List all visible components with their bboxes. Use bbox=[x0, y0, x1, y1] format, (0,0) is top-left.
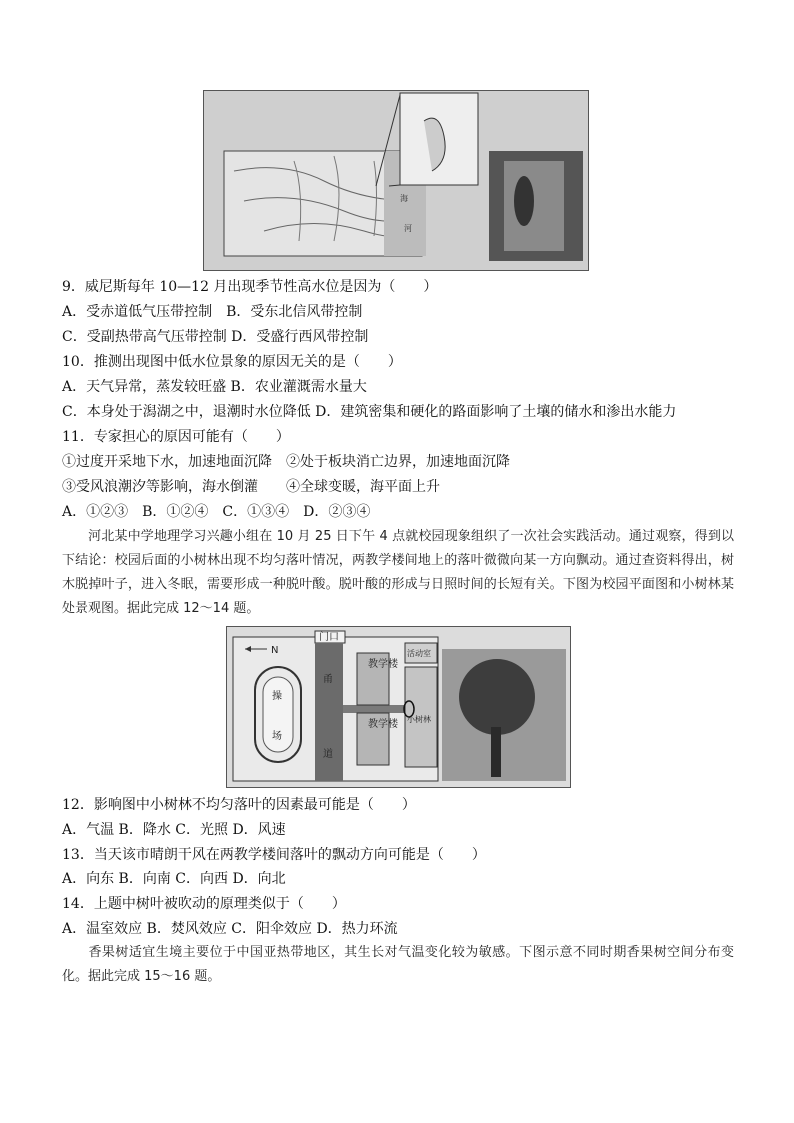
question-14-options: A．温室效应 B．焚风效应 C．阳伞效应 D．热力环流 bbox=[62, 921, 398, 937]
question-10-option-row-1: A．天气异常，蒸发较旺盛 B．农业灌溉需水量大 bbox=[62, 379, 367, 395]
plan-activity-room: 活动室 bbox=[407, 649, 431, 658]
map-label-river: 河 bbox=[404, 224, 412, 233]
plan-gate-label: 门口 bbox=[319, 632, 339, 643]
passage-15-16-text: 香果树适宜生境主要位于中国亚热带地区，其生长对气温变化较为敏感。下图示意不同时期香果树空间分布变化。据此完成 15～16 题。 bbox=[62, 945, 734, 984]
question-11-choices: A．①②③ B．①②④ C．①③④ D．②③④ bbox=[62, 504, 371, 520]
question-12-stem: 12．影响图中小树林不均匀落叶的因素最可能是（ ） bbox=[62, 797, 416, 813]
question-12-options: A．气温 B．降水 C．光照 D．风速 bbox=[62, 822, 286, 838]
plan-building-1-text: 教学楼 bbox=[368, 659, 398, 670]
campus-plan-drawing bbox=[227, 627, 570, 787]
map-drawing bbox=[204, 91, 588, 270]
passage-12-14-text: 河北某中学地理学习兴趣小组在 10 月 25 日下午 4 点就校园现象组织了一次社会实践活动。通过观察，得到以下结论：校园后面的小树林出现不均匀落叶情况，两教学楼间地上的落叶微微向某一方向飘动。通过查资料得出，树木脱掉叶子，进入冬眠，需要形成一种脱叶酸。脱叶酸的形成与日照时间的长短有关。下图为校园平面图和小树林某处景观图。据此完成 12～14 题。 bbox=[62, 529, 734, 616]
plan-playground-top: 操 bbox=[272, 691, 282, 702]
plan-north-label: N bbox=[271, 645, 279, 656]
plan-building-2-text: 教学楼 bbox=[368, 719, 398, 730]
plan-road-bottom: 道 bbox=[323, 749, 333, 760]
plan-building-2 bbox=[368, 717, 399, 730]
question-10-option-row-2: C．本身处于潟湖之中，退潮时水位降低 D．建筑密集和硬化的路面影响了土壤的储水和渗出水能力 bbox=[62, 404, 677, 420]
passage-15-16 bbox=[62, 941, 734, 989]
question-9-stem: 9．威尼斯每年 10—12 月出现季节性高水位是因为（ ） bbox=[62, 279, 438, 295]
passage-12-14 bbox=[62, 525, 734, 621]
question-14-stem: 14．上题中树叶被吹动的原理类似于（ ） bbox=[62, 896, 346, 912]
question-13-options: A．向东 B．向南 C．向西 D．向北 bbox=[62, 871, 286, 887]
question-13-stem: 13．当天该市晴朗干风在两教学楼间落叶的飘动方向可能是（ ） bbox=[62, 847, 486, 863]
question-9-option-row-2: C．受副热带高气压带控制 D．受盛行西风带控制 bbox=[62, 329, 369, 345]
plan-road-top: 甬 bbox=[323, 674, 333, 685]
map-label-sea: 海 bbox=[400, 194, 408, 203]
question-10-stem: 10．推测出现图中低水位景象的原因无关的是（ ） bbox=[62, 354, 402, 370]
question-11-item-row-2: ③受风浪潮汐等影响，海水倒灌 ④全球变暖，海平面上升 bbox=[62, 479, 440, 495]
question-11-stem: 11．专家担心的原因可能有（ ） bbox=[62, 429, 290, 445]
plan-playground-bottom: 场 bbox=[272, 731, 282, 742]
figure-campus-plan bbox=[226, 626, 571, 788]
plan-building-1 bbox=[368, 657, 399, 670]
question-9-option-row-1: A．受赤道低气压带控制 B．受东北信风带控制 bbox=[62, 304, 363, 320]
question-11-item-row-1: ①过度开采地下水，加速地面沉降 ②处于板块消亡边界，加速地面沉降 bbox=[62, 454, 510, 470]
plan-woods-label: 小树林 bbox=[407, 715, 431, 724]
figure-map-venice bbox=[203, 90, 589, 271]
